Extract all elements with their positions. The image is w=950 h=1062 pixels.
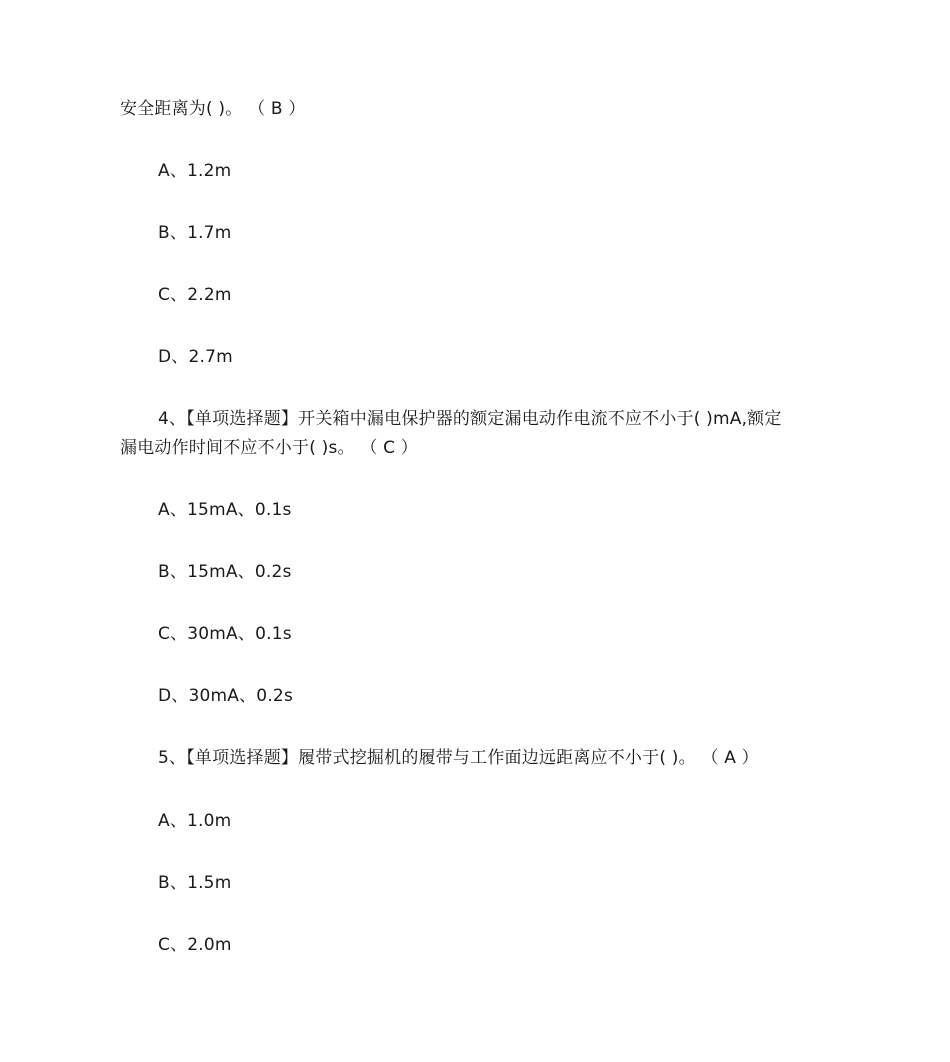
question-4-option-d: D、30mA、0.2s — [158, 686, 294, 706]
question-3-option-a: A、1.2m — [158, 161, 232, 181]
question-3-option-d: D、2.7m — [158, 347, 233, 367]
question-4-stem-line-1: 4、【单项选择题】开关箱中漏电保护器的额定漏电动作电流不应不小于( )mA,额定 — [158, 409, 782, 429]
question-3-option-b: B、1.7m — [158, 223, 232, 243]
question-5-option-c: C、2.0m — [158, 935, 232, 955]
question-5-stem: 5、【单项选择题】履带式挖掘机的履带与工作面边远距离应不小于( )。 （ A ） — [158, 748, 759, 768]
question-4-stem-line-2: 漏电动作时间不应不小于( )s。 （ C ） — [120, 438, 419, 458]
question-4-option-b: B、15mA、0.2s — [158, 562, 292, 582]
question-5-option-b: B、1.5m — [158, 873, 232, 893]
question-4-option-a: A、15mA、0.1s — [158, 500, 292, 520]
question-3-stem-tail: 安全距离为( )。 （ B ） — [120, 99, 306, 119]
question-4-option-c: C、30mA、0.1s — [158, 624, 292, 644]
question-3-option-c: C、2.2m — [158, 285, 232, 305]
question-5-option-a: A、1.0m — [158, 811, 232, 831]
